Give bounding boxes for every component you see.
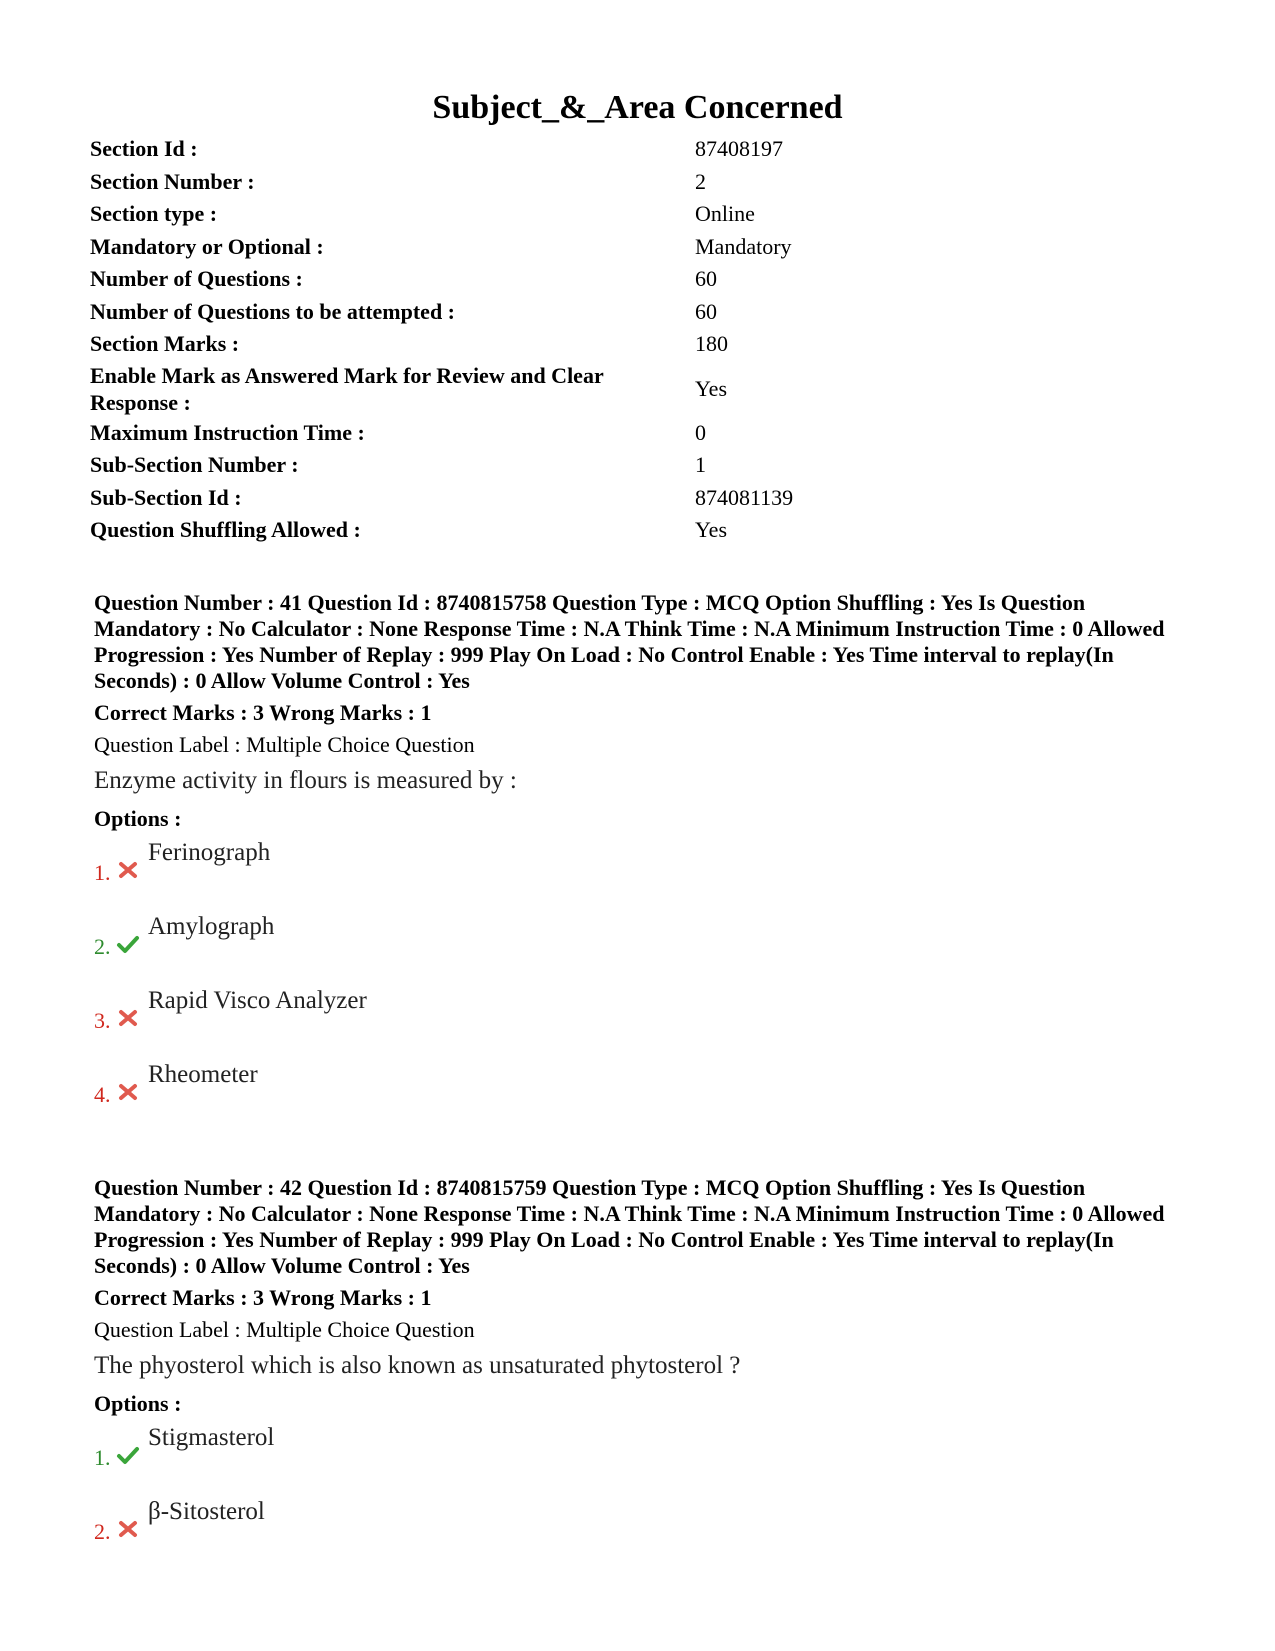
option-text: Ferinograph xyxy=(148,839,271,866)
question-meta: Question Number : 41 Question Id : 8740815758 Question Type : MCQ Option Shuffling : Yes Is Question Mandatory : No Calculator : None Response Time : N.A Think Time : N.A Minimum Instruction Time : 0 Allowed Progression : Yes Number of Replay : 999 Play On Load : No Control Enable : Yes Time interval to replay(In Seconds) : 0 Allow Volume Control : Yes xyxy=(94,590,1165,693)
info-key: Number of Questions to be attempted : xyxy=(90,298,456,324)
question-marks: Correct Marks : 3 Wrong Marks : 1 xyxy=(94,700,432,725)
info-key: Section Marks : xyxy=(90,331,240,357)
info-value: Yes xyxy=(695,517,728,543)
option-number: 2. xyxy=(94,934,111,959)
question-meta: Question Number : 42 Question Id : 8740815759 Question Type : MCQ Option Shuffling : Yes Is Question Mandatory : No Calculator : None Response Time : N.A Think Time : N.A Minimum Instruction Time : 0 Allowed Progression : Yes Number of Replay : 999 Play On Load : No Control Enable : Yes Time interval to replay(In Seconds) : 0 Allow Volume Control : Yes xyxy=(94,1175,1165,1278)
info-row xyxy=(90,263,1190,296)
info-value: 2 xyxy=(695,168,706,194)
info-value: Mandatory xyxy=(695,233,792,259)
info-key: Section type : xyxy=(90,201,218,227)
options-heading: Options : xyxy=(94,1391,182,1416)
option-text: Stigmasterol xyxy=(148,1424,275,1451)
question-block xyxy=(94,1175,1194,1569)
info-key: Section Id : xyxy=(90,136,198,162)
section-info-table xyxy=(90,133,1190,547)
info-key: Number of Questions : xyxy=(90,266,303,292)
question-text: Enzyme activity in flours is measured by : xyxy=(94,767,517,794)
question-block xyxy=(94,590,1194,1132)
option-item xyxy=(94,910,1194,984)
option-item xyxy=(94,984,1194,1058)
info-row xyxy=(90,482,1190,515)
option-text: Amylograph xyxy=(148,913,275,940)
options-heading: Options : xyxy=(94,806,182,831)
info-value: 1 xyxy=(695,452,706,478)
option-number: 3. xyxy=(94,1008,111,1033)
info-row xyxy=(90,296,1190,329)
option-number: 4. xyxy=(94,1082,111,1107)
info-value: 874081139 xyxy=(695,484,794,510)
info-key: Maximum Instruction Time : xyxy=(90,419,365,445)
info-key: Section Number : xyxy=(90,168,255,194)
info-key: Question Shuffling Allowed : xyxy=(90,517,361,543)
question-label: Question Label : Multiple Choice Question xyxy=(94,732,475,757)
wrong-cross-icon xyxy=(116,1517,140,1541)
info-value: 60 xyxy=(695,298,717,324)
info-value: Online xyxy=(695,201,755,227)
option-item xyxy=(94,836,1194,910)
wrong-cross-icon xyxy=(116,1080,140,1104)
info-row xyxy=(90,133,1190,166)
option-number: 1. xyxy=(94,1445,111,1470)
info-row xyxy=(90,231,1190,264)
option-text: Rheometer xyxy=(148,1061,258,1088)
info-key: Enable Mark as Answered Mark for Review and Clear Response : xyxy=(90,362,604,415)
wrong-cross-icon xyxy=(116,858,140,882)
question-text: The phyosterol which is also known as unsaturated phytosterol ? xyxy=(94,1352,741,1379)
info-value: 180 xyxy=(695,331,728,357)
info-value: 87408197 xyxy=(695,136,783,162)
option-item xyxy=(94,1058,1194,1132)
correct-check-icon xyxy=(116,1443,140,1467)
question-marks: Correct Marks : 3 Wrong Marks : 1 xyxy=(94,1285,432,1310)
option-number: 1. xyxy=(94,860,111,885)
info-key: Mandatory or Optional : xyxy=(90,233,324,259)
page-title: Subject_&_Area Concerned xyxy=(432,89,843,126)
info-row xyxy=(90,449,1190,482)
option-number: 2. xyxy=(94,1519,111,1544)
info-row xyxy=(90,166,1190,199)
wrong-cross-icon xyxy=(116,1006,140,1030)
info-row xyxy=(90,198,1190,231)
info-row xyxy=(90,514,1190,547)
info-value: 0 xyxy=(695,419,706,445)
info-row xyxy=(90,417,1190,450)
option-item xyxy=(94,1495,1194,1569)
info-key: Sub-Section Number : xyxy=(90,452,299,478)
info-row xyxy=(90,328,1190,361)
info-value: Yes xyxy=(695,375,728,401)
info-key: Sub-Section Id : xyxy=(90,484,242,510)
correct-check-icon xyxy=(116,932,140,956)
info-value: 60 xyxy=(695,266,717,292)
question-label: Question Label : Multiple Choice Question xyxy=(94,1317,475,1342)
info-row xyxy=(90,361,1190,417)
option-text: β-Sitosterol xyxy=(148,1498,265,1525)
option-item xyxy=(94,1421,1194,1495)
option-text: Rapid Visco Analyzer xyxy=(148,987,367,1014)
